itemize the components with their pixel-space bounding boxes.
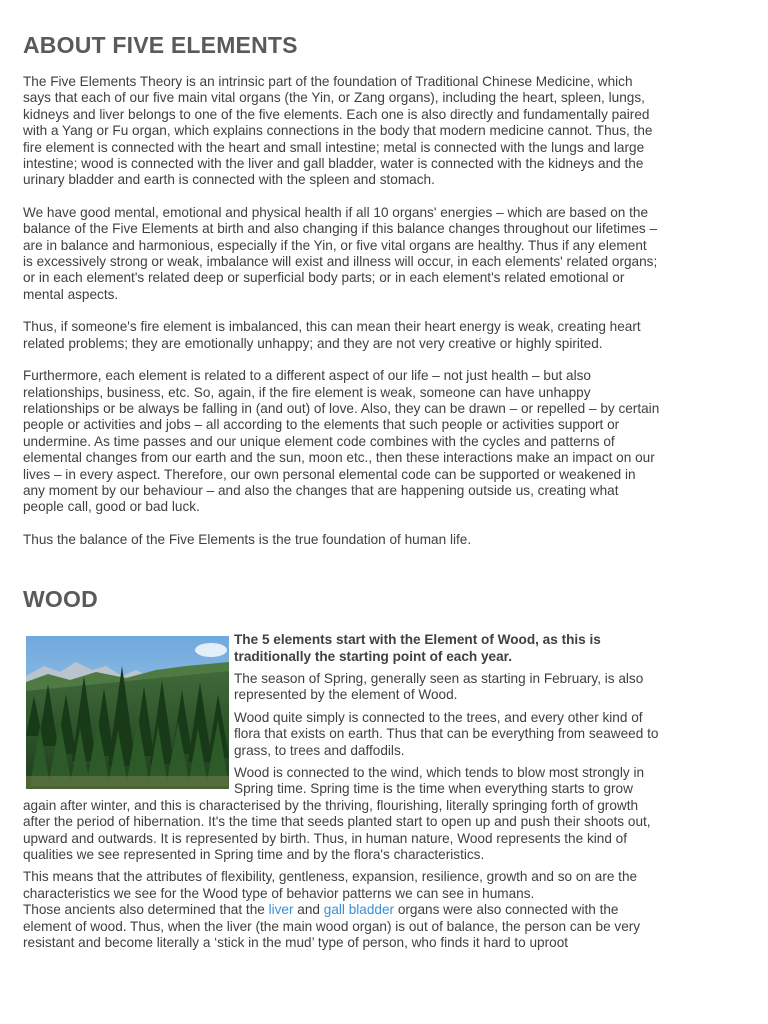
wood-paragraph-3: Wood is connected to the wind, which tends to blow most strongly in Spring time. Spring time is the time when everything starts to grow again after winter, and this is characterised by the thriving, flourishing, literally springing forth of growth after the period of hibernation. It's the time that seeds planted start to open up and push their shoots out, upward and outwards. It is represented by birth. Thus, in human nature, Wood represents the kind of qualities we see represented in Spring time and by the flora's characteristics.	[23, 765, 651, 863]
liver-link[interactable]: liver	[268, 902, 294, 918]
about-paragraph-1: The Five Elements Theory is an intrinsic part of the foundation of Traditional Chinese Medicine, which says that each of our five main vital organs (the Yin, or Zang organs), including the heart, spleen, lungs, kidneys and liver belongs to one of the five elements. Each one is also directly and fundamentally paired with a Yang or Fu organ, which explains connections in the body that modern medicine cannot. Thus, the fire element is connected with the heart and small intestine; metal is connected with the lungs and large intestine; wood is connected with the liver and gall bladder, water is connected with the kidneys and the urinary bladder and earth is connected with the spleen and stomach.	[23, 74, 653, 188]
forest-image	[26, 636, 229, 789]
about-paragraph-4: Furthermore, each element is related to a different aspect of our life – not just health – but also relationships, business, etc. So, again, if the fire element is weak, someone can have unhappy relationships or be always be falling in (and out) of love. Also, they can be drawn – or repelled – by certain people or activities and jobs – all according to the elements that such people or activities support or undermine. As time passes and our unique element code combines with the cycles and patterns of elemental changes from our earth and the sun, moon etc., then these interactions make an impact on our lives – in every aspect. Therefore, our own personal elemental code can be supported or weakened in any moment by our behaviour – and also the changes that are happening outside us, creating what people call, good or bad luck.	[23, 368, 660, 515]
wood-paragraph-5-end: organs were also connected with the element of wood. Thus, when the liver (the main wood organ) is out of balance, the person can be very resistant and become literally a ‘stick in the mud’ type of person, who finds it hard to uproot	[23, 902, 641, 951]
about-paragraph-5: Thus the balance of the Five Elements is the true foundation of human life.	[23, 531, 472, 547]
about-paragraph-2: We have good mental, emotional and physical health if all 10 organs' energies – which are based on the balance of the Five Elements at birth and also changing if this balance changes throughout our lifetimes – are in balance and harmonious, especially if the Yin, or five vital organs are healthy. Thus if any element is excessively strong or weak, imbalance will exist and illness will occur, in each elements' related organs; or in each element's related deep or superficial body parts; or in each element's related emotional or mental aspects.	[23, 204, 658, 302]
wood-section	[23, 632, 660, 957]
wood-paragraph-5-and: and	[293, 902, 324, 918]
about-heading: ABOUT FIVE ELEMENTS	[23, 32, 298, 58]
wood-paragraph-5	[23, 902, 660, 951]
about-paragraph-3: Thus, if someone's fire element is imbalanced, this can mean their heart energy is weak, creating heart related problems; they are emotionally unhappy; and they are not very creative or highly spirited.	[23, 319, 641, 351]
wood-paragraph-4: This means that the attributes of flexibility, gentleness, expansion, resilience, growth and so on are the characteristics we see for the Wood type of behavior patterns we can see in humans.	[23, 869, 638, 901]
about-section	[23, 74, 660, 548]
wood-heading: WOOD	[23, 586, 98, 613]
gall-bladder-link[interactable]: gall bladder	[323, 902, 395, 918]
wood-paragraph-2: Wood quite simply is connected to the trees, and every other kind of flora that exists on earth. Thus that can be everything from seaweed to grass, to trees and daffodils.	[234, 709, 659, 758]
wood-paragraph-5-start: Those ancients also determined that the	[23, 902, 269, 918]
wood-paragraph-1: The season of Spring, generally seen as starting in February, is also represented by the element of Wood.	[234, 670, 644, 703]
wood-lead-text: The 5 elements start with the Element of Wood, as this is traditionally the starting point of each year.	[234, 632, 601, 664]
